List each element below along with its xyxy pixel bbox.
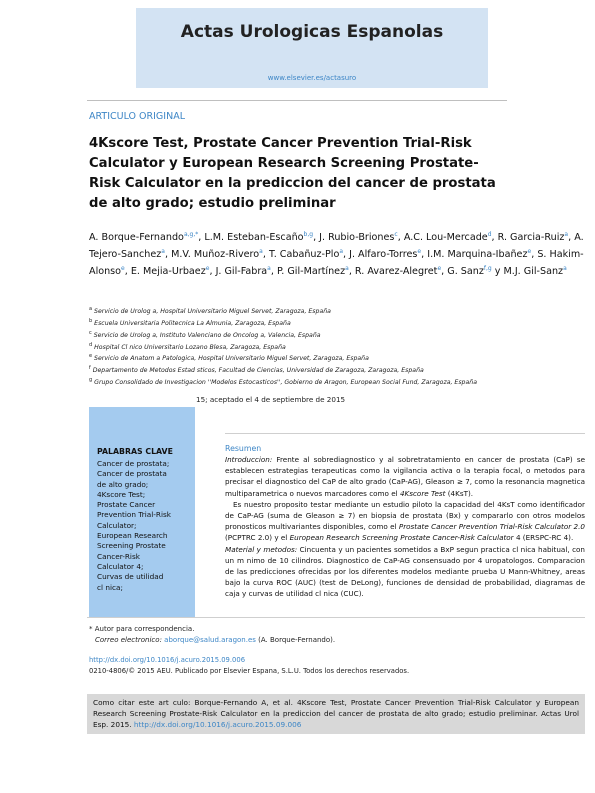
doi-link[interactable]: http://dx.doi.org/10.1016/j.acuro.2015.09.006 [89,656,246,664]
purpose-text-a: Es nuestro proposito testar mediante un estudio piloto la capacidad del 4KsT como identificador de CaP-AG (suma de Gleason ≥ 7) en biopsia de prostata (Bx) y compararlo con otros modelos pronosticos multivariantes disponibles, como el [225,499,585,532]
abstract-methods [225,544,585,600]
article-title: 4Kscore Test, Prostate Cancer Prevention Trial-Risk Calculator y European Research Screening Prostate-Risk Calculator en la prediccion del cancer de prostata de alto grado; estudio preliminar [89,136,496,211]
affiliation-item [89,317,594,329]
author-affiliation-mark: e [205,265,210,273]
affiliation-mark: f [89,365,91,372]
author-separator: y [491,266,504,278]
affiliation-text: Servicio de Urolog a, Instituto Valenciano de Oncolog a, Valencia, España [91,331,321,339]
keyword-item: Prevention Trial-Risk [97,510,171,520]
author-affiliation-mark: a [345,265,349,273]
author-separator: , [491,232,498,244]
affiliation-text: Departamento de Metodos Estad sticos, Facultad de Ciencias, Universidad de Zaragoza, Zaragoza, España [90,367,424,375]
affiliation-text: Grupo Consolidado de Investigacion ''Modelos Estocasticos'', Gobierno de Aragon, European Social Fund, Zaragoza, España [92,379,477,387]
keyword-item: Cancer de prostata; [97,459,170,468]
keyword-item: 4Kscore Test; [97,489,146,499]
keyword-item: European Research [97,531,168,541]
article-type-label: ARTICULO ORIGINAL [89,111,185,122]
email-link[interactable]: aborque@salud.aragon.es [164,636,256,644]
header-divider [87,100,507,101]
author-separator: , [313,232,320,244]
purpose-italic-1: Prostate Cancer Prevention Trial-Risk Calculator 2.0 [398,522,585,532]
footer-divider [87,617,585,618]
author-separator: , [164,249,172,261]
purpose-italic-2: European Research Screening Prostate Cancer-Risk Calculator [289,533,514,543]
journal-title: Actas Urologicas Espanolas [180,22,444,42]
affiliation-text: Servicio de Urolog a, Hospital Universitario Miguel Servet, Zaragoza, España [92,308,331,316]
author-name: A.C. Lou-Mercade [403,232,488,244]
author-separator: , [209,266,216,278]
author-name: E. Mejia-Urbaez [130,266,206,278]
author-affiliation-mark: c [394,231,398,238]
author-separator: , [441,266,448,278]
affiliation-item [89,329,594,341]
author-list [89,228,584,280]
journal-url-link[interactable]: www.elsevier.es/actasuro [267,74,357,82]
author-name: R. Garcia-Ruiz [497,232,565,244]
citation-box [87,694,585,734]
keywords-list [97,459,192,593]
purpose-text-c: 4 (ERSPC-RC 4). [513,533,574,543]
author-affiliation-mark: a [161,248,165,256]
affiliation-mark: g [89,377,93,384]
author-affiliation-mark: a [339,248,344,256]
keyword-item: cl nica; [97,582,123,592]
author-separator: , [397,232,404,244]
affiliation-mark: a [89,306,93,312]
keyword-item: Screening Prostate [97,541,166,551]
author-affiliation-mark: e [121,265,125,273]
affiliation-item [89,305,594,317]
author-name: R. Avarez-Alegret [354,266,438,278]
affiliation-mark: e [89,353,93,360]
abstract-body [225,454,585,600]
intro-italic: 4Kscore Test [399,488,446,498]
copyright-notice: 0210-4806/© 2015 AEU. Publicado por Elsevier Espana, S.L.U. Todos los derechos reservados. [89,667,410,675]
keyword-item: Calculator 4; [97,561,144,571]
author-separator: , [124,266,131,278]
author-affiliation-mark: a [259,248,263,256]
affiliation-text: Escuela Universitaria Politecnica La Almunia, Zaragoza, España [92,319,291,327]
affiliation-item [89,352,594,364]
author-affiliation-mark: e [527,248,532,256]
author-affiliation-mark: a,g,* [183,231,199,238]
affiliation-mark: d [89,341,93,348]
journal-banner [136,8,488,88]
email-label: Correo electronico: [95,636,162,644]
methods-text: Cincuenta y un pacientes sometidos a BxP segun practica cl nica habitual, con un m nimo de 10 cilindros. Diagnostico de CaP-AG consensuado por 4 uropatologos. Comparacion de las predicciones ofrecidas por los diferentes modelos mediante prueba U Mann-Whitney, areas bajo la curva ROC (AUC) (test de DeLong), funciones de densidad de probabilidad, diagramas de caja y curvas de utilidad cl nica (CUC). [225,544,585,599]
keyword-item: de alto grado; [97,479,149,489]
affiliation-item [89,341,594,353]
keyword-item: Cancer de prostata [97,469,167,479]
intro-text: Frente al sobrediagnostico y al sobretratamiento en cancer de prostata (CaP) se establecen estrategias terapeuticas como la vigilancia activa o la terapia focal, o metodos para precisar el diagnostico del CaP de alto grado (CaP-AG), Gleason ≥ 7, como la resonancia magnetica multiparametrica o nuevos marcadores como el [225,455,585,498]
affiliation-item [89,364,594,376]
author-name: P. Gil-Martínez [276,266,346,278]
keyword-item: Prostate Cancer [97,500,156,510]
author-separator: , [262,249,269,261]
methods-label: Material y metodos: [225,544,298,554]
author-name: A. Borque-Fernando [89,232,184,244]
author-affiliation-mark: a [267,265,271,273]
affiliation-text: Hospital Cl nico Universitario Lozano Blesa, Zaragoza, España [92,343,286,351]
author-name: J. Rubio-Briones [319,232,395,244]
author-affiliation-mark: a [563,265,567,273]
author-separator: , [343,249,350,261]
author-name: G. Sanz [447,266,484,278]
correspondence-email-line [89,635,335,646]
author-affiliation-mark: f,g [483,265,492,273]
abstract-heading: Resumen [225,444,262,453]
citation-text: Como citar este art culo: Borque-Fernando A, et al. 4Kscore Test, Prostate Cancer Prevention Trial-Risk Calculator y European Research Screening Prostate-Risk Calculator en la prediccion del cancer de prostata de alto grado; estudio preliminar. Actas Urol Esp. 2015. [93,698,579,730]
keywords-heading: PALABRAS CLAVE [97,447,173,456]
keyword-item: Calculator; [97,520,137,530]
affiliation-text: Servicio de Anatom a Patologica, Hospital Universitario Miguel Servet, Zaragoza, España [92,355,369,363]
author-separator: , [270,266,277,278]
abstract-purpose [225,499,585,544]
keyword-item: Curvas de utilidad [97,572,164,582]
author-affiliation-mark: e [437,265,442,273]
author-name: A. Tejero-Sanchez [89,232,584,261]
author-name: S. Hakim-Alonso [89,249,584,278]
correspondence-name: (A. Borque-Fernando). [258,636,336,644]
purpose-text-b: (PCPTRC 2.0) y el [225,533,290,543]
author-name: T. Cabañuz-Plo [268,249,340,261]
author-affiliation-mark: e [417,248,422,256]
intro-label: Introduccion: [225,455,273,464]
correspondence-note [89,624,335,646]
affiliation-mark: c [89,329,92,336]
intro-tail: (4KsT). [445,488,474,498]
author-name: J. Gil-Fabra [215,266,268,278]
affiliation-item [89,376,594,388]
abstract-divider [225,433,585,434]
keyword-item: Cancer-Risk [97,551,140,561]
author-name: M.J. Gil-Sanz [503,266,564,278]
author-separator: , [348,266,355,278]
author-separator: , [421,249,428,261]
affiliation-mark: b [89,317,93,324]
author-separator: , [568,232,575,244]
author-affiliation-mark: b,g [303,231,314,238]
author-affiliation-mark: d [487,231,492,238]
affiliation-list [89,305,594,388]
author-separator: , [531,249,538,261]
author-name: J. Alfaro-Torres [349,249,418,261]
author-affiliation-mark: a [564,231,569,238]
author-separator: , [198,232,205,244]
author-name: M.V. Muñoz-Rivero [171,249,260,261]
abstract-intro [225,454,585,499]
received-date: 15; aceptado el 4 de septiembre de 2015 [196,395,346,404]
correspondence-line: * Autor para correspondencia. [89,625,195,633]
author-name: I.M. Marquina-Ibañez [427,249,528,261]
author-name: L.M. Esteban-Escaño [204,232,304,244]
citation-doi-link[interactable]: http://dx.doi.org/10.1016/j.acuro.2015.09.006 [133,720,302,730]
